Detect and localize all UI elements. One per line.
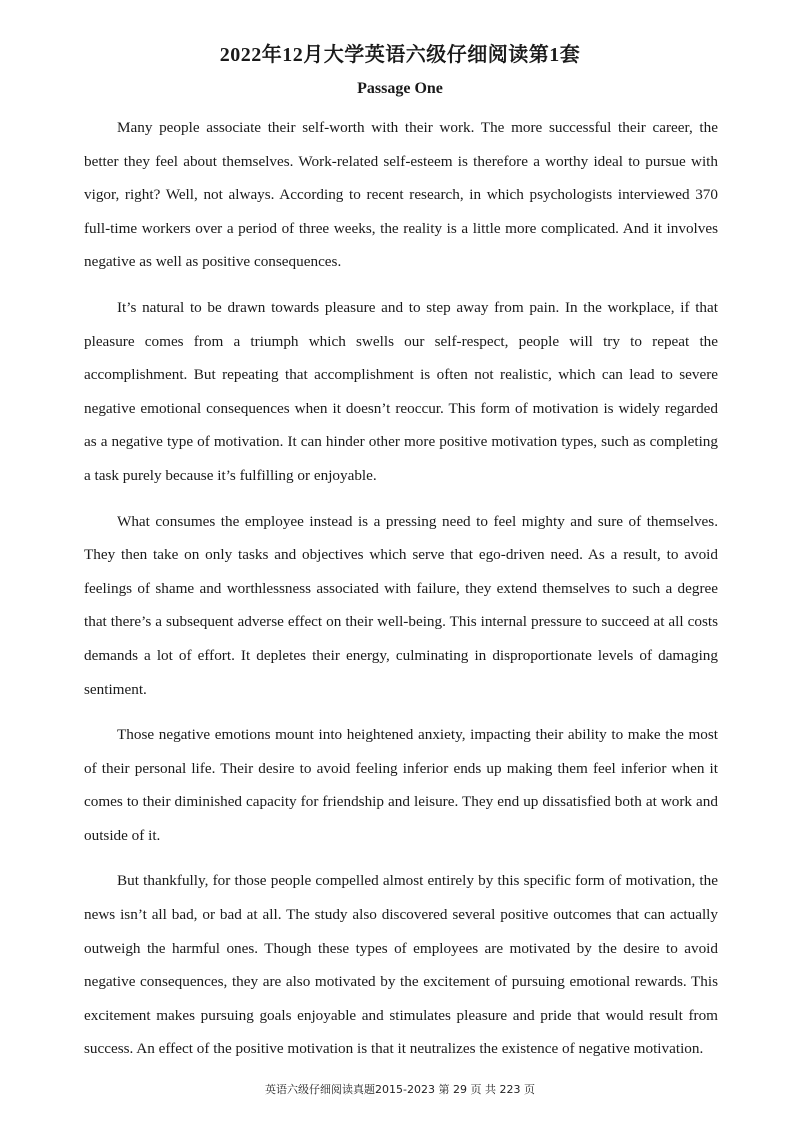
paragraph-3: What consumes the employee instead is a pressing need to feel mighty and sure of themselves. They then take on only tasks and objectives which serve that ego-driven need. As a result, to avoid feelings of shame and worthlessness associated with failure, they extend themselves to such a degree that there’s a subsequent adverse effect on their well-being. This internal pressure to succeed at all costs demands a lot of effort. It depletes their energy, culminating in disproportionate levels of damaging sentiment. [84, 512, 718, 698]
paragraph-4: Those negative emotions mount into heightened anxiety, impacting their ability to make the most of their personal life. Their desire to avoid feeling inferior ends up making them feel inferior when it comes to their diminished capacity for friendship and leisure. They end up dissatisfied both at work and outside of it. [84, 726, 718, 844]
paragraph-1: Many people associate their self-worth with their work. The more successful their career, the better they feel about themselves. Work-related self-esteem is therefore a worthy ideal to pursue with vigor, right? Well, not always. According to recent research, in which psychologists interviewed 370 full-time workers over a period of three weeks, the reality is a little more complicated. And it involves negative as well as positive consequences. [84, 119, 718, 271]
passage-body [84, 111, 718, 1078]
paragraph-2: It’s natural to be drawn towards pleasure and to step away from pain. In the workplace, if that pleasure comes from a triumph which swells our self-respect, people will try to repeat the accomplishment. But repeating that accomplishment is often not realistic, which can lead to severe negative emotional consequences when it doesn’t reoccur. This form of motivation is widely regarded as a negative type of motivation. It can hinder other more positive motivation types, such as completing a task purely because it’s fulfilling or enjoyable. [84, 298, 718, 484]
page-footer: 英语六级仔细阅读真题2015-2023 第 29 页 共 223 页 [265, 1083, 535, 1096]
paragraph-5: But thankfully, for those people compelled almost entirely by this specific form of motivation, the news isn’t all bad, or bad at all. The study also discovered several positive outcomes that can actually outweigh the harmful ones. Though these types of employees are motivated by the desire to avoid negative consequences, they are also motivated by the excitement of pursuing emotional rewards. This excitement makes pursuing goals enjoyable and stimulates pleasure and pride that would result from success. An effect of the positive motivation is that it neutralizes the existence of negative motivation. [84, 872, 718, 1058]
document-title: 2022年12月大学英语六级仔细阅读第1套 [219, 44, 581, 66]
passage-title: Passage One [357, 80, 443, 97]
